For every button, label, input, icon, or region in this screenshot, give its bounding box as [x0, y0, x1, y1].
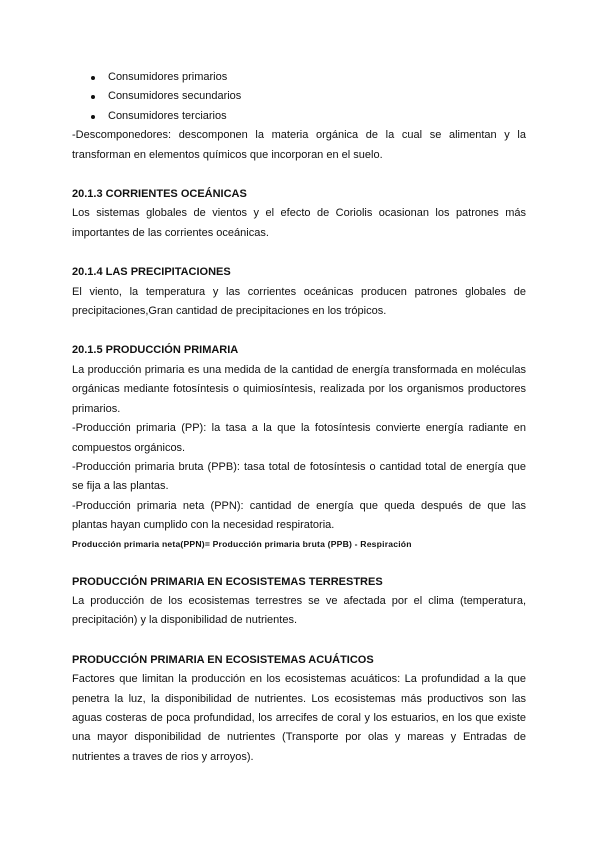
section-heading-aquatic: PRODUCCIÓN PRIMARIA EN ECOSISTEMAS ACUÁTICOS — [72, 653, 374, 666]
ppn-definition: -Producción primaria neta (PPN): cantidad de energía que queda después de que las plantas hayan cumplido con la necesidad respiratoria. — [72, 499, 526, 532]
primary-production-intro: La producción primaria es una medida de la cantidad de energía transformada en moléculas orgánicas mediante fotosíntesis o quimiosíntesis, realizada por los organismos productores primarios. — [72, 363, 526, 415]
section-heading-currents: 20.1.3 CORRIENTES OCEÁNICAS — [72, 188, 247, 201]
section-heading-primary-production: 20.1.5 PRODUCCIÓN PRIMARIA — [72, 344, 239, 357]
precipitation-paragraph: El viento, la temperatura y las corrientes oceánicas producen patrones globales de precipitaciones,Gran cantidad de precipitaciones en los trópicos. — [72, 285, 526, 318]
section-heading-precipitation: 20.1.4 LAS PRECIPITACIONES — [72, 266, 231, 279]
ppb-definition: -Producción primaria bruta (PPB): tasa total de fotosíntesis o cantidad total de energía que se fija a las plantas. — [72, 460, 526, 493]
section-heading-terrestrial: PRODUCCIÓN PRIMARIA EN ECOSISTEMAS TERRESTRES — [72, 575, 383, 588]
decomposers-paragraph: -Descomponedores: descomponen la materia orgánica de la cual se alimentan y la transforman en elementos químicos que incorporan en el suelo. — [72, 129, 526, 161]
consumers-list — [72, 68, 526, 126]
list-item: Consumidores primarios — [72, 68, 526, 87]
currents-paragraph: Los sistemas globales de vientos y el efecto de Coriolis ocasionan los patrones más importantes de las corrientes oceánicas. — [72, 207, 526, 239]
bullet-icon — [91, 76, 95, 80]
document-page — [72, 68, 526, 767]
list-item: Consumidores terciarios — [72, 107, 526, 126]
ppn-formula: Producción primaria neta(PPN)= Producción primaria bruta (PPB) - Respiración — [72, 538, 412, 549]
list-item: Consumidores secundarios — [72, 87, 526, 106]
pp-definition: -Producción primaria (PP): la tasa a la que la fotosíntesis convierte energía radiante en compuestos orgánicos. — [72, 422, 526, 454]
bullet-icon — [91, 115, 95, 119]
terrestrial-paragraph: La producción de los ecosistemas terrestres se ve afectada por el clima (temperatura, precipitación) y la disponibilidad de nutrientes. — [72, 594, 526, 627]
aquatic-paragraph: Factores que limitan la producción en los ecosistemas acuáticos: La profundidad a la que penetra la luz, la disponibilidad de nutrientes. Los ecosistemas más productivos son las aguas costeras de poca profundidad, los arrecifes de coral y los estuarios, en los que existe una mayor disponibilidad de nutrientes (Transporte por olas y mareas y Entradas de nutrientes a traves de rios y arroyos). — [72, 673, 526, 763]
bullet-icon — [91, 95, 95, 99]
